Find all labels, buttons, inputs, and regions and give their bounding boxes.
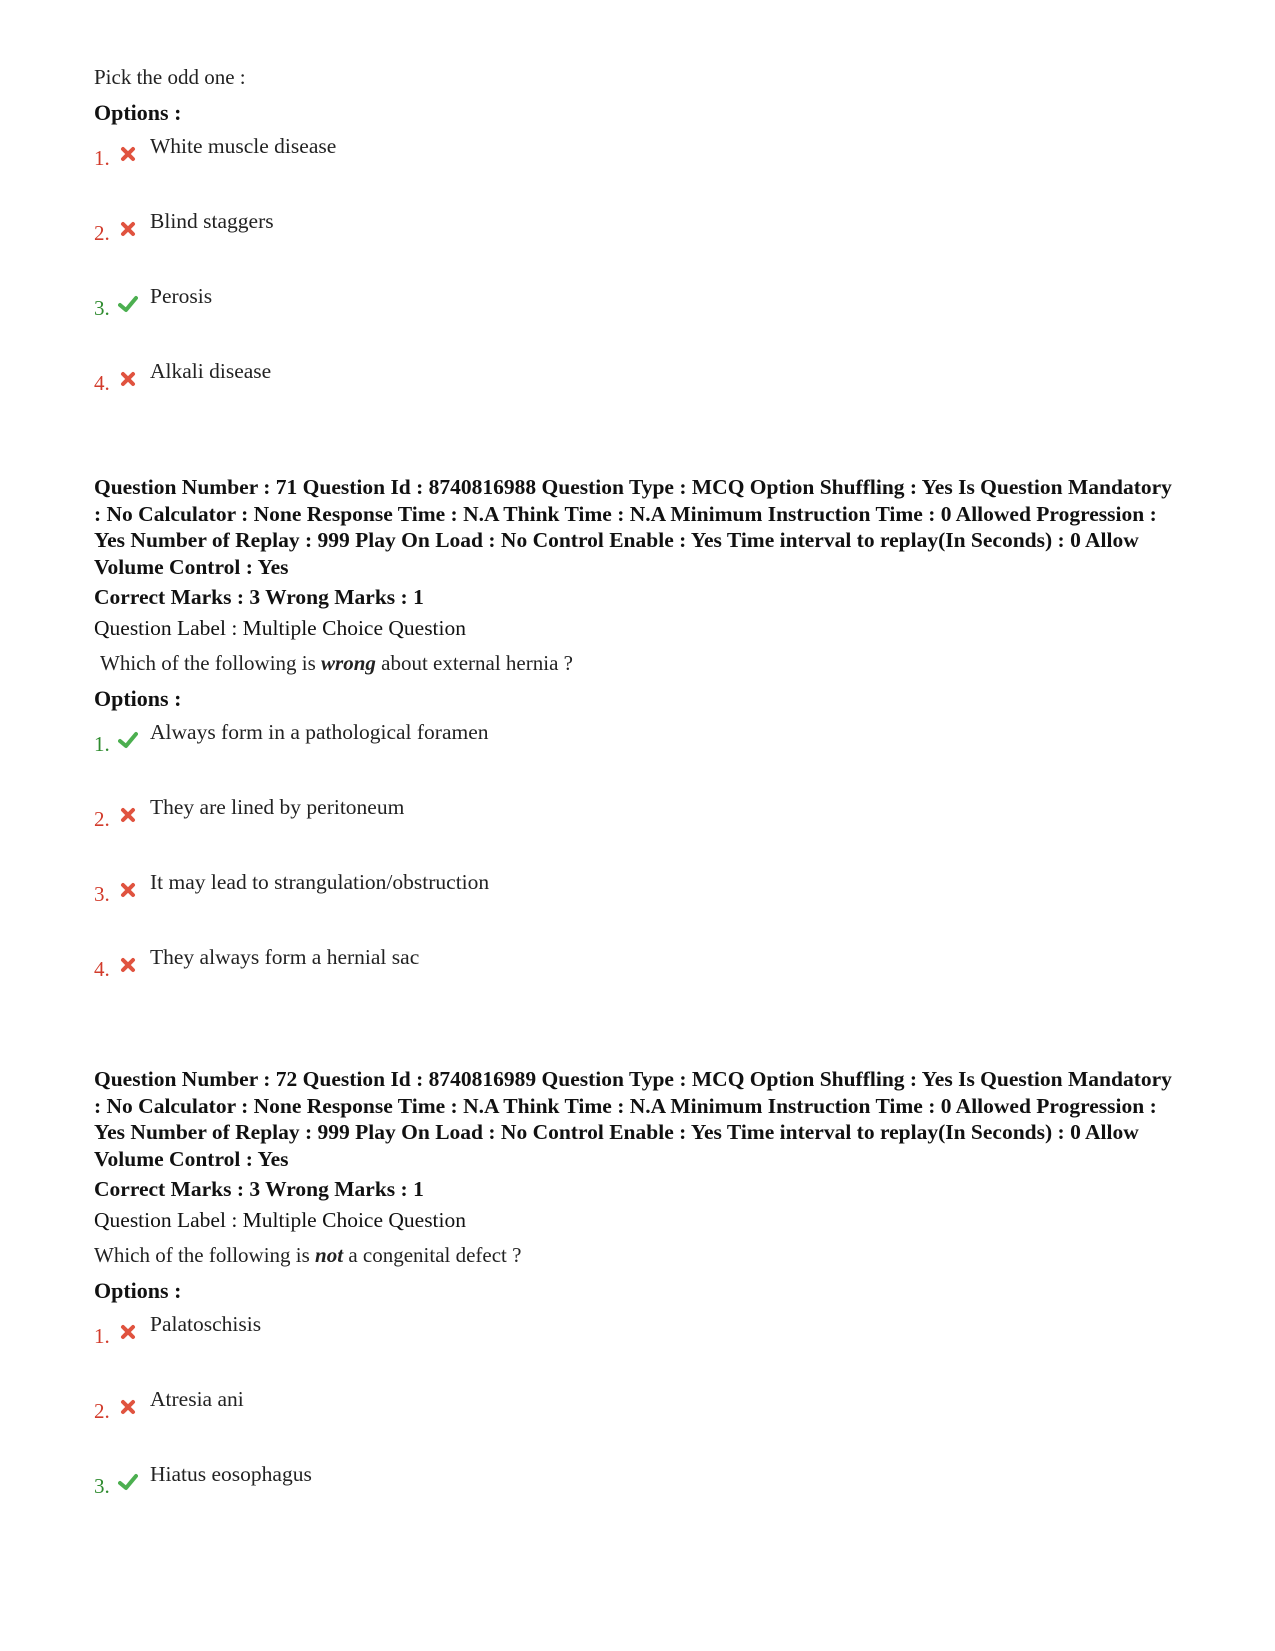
option-item bbox=[94, 943, 1184, 1018]
option-number: 3. bbox=[94, 882, 110, 906]
cross-icon bbox=[118, 1397, 138, 1417]
option-number: 1. bbox=[94, 732, 110, 756]
option-text: They are lined by peritoneum bbox=[150, 795, 405, 819]
option-text: They always form a hernial sac bbox=[150, 945, 420, 969]
option-text: Perosis bbox=[150, 284, 213, 308]
question-block bbox=[94, 474, 1184, 1018]
question-label: Question Label : Multiple Choice Question bbox=[94, 1208, 467, 1232]
option-number: 1. bbox=[94, 1324, 110, 1348]
question-text-part: Which of the following is bbox=[94, 1243, 316, 1267]
option-item bbox=[94, 282, 1184, 357]
option-number: 3. bbox=[94, 296, 110, 320]
cross-icon bbox=[118, 955, 138, 975]
checkmark-icon bbox=[118, 1472, 138, 1492]
option-item bbox=[94, 1460, 1184, 1535]
option-item bbox=[94, 1385, 1184, 1460]
option-item bbox=[94, 357, 1184, 432]
cross-icon bbox=[118, 805, 138, 825]
question-text bbox=[94, 1240, 1184, 1270]
question-text-emphasis: wrong bbox=[321, 651, 376, 675]
option-item bbox=[94, 793, 1184, 868]
option-text: Palatoschisis bbox=[150, 1312, 262, 1336]
option-item bbox=[94, 1310, 1184, 1385]
question-metadata: Question Number : 71 Question Id : 8740816988 Question Type : MCQ Option Shuffling : Yes Is Question Mandatory : No Calculator : None Response Time : N.A Think Time : N.A Minimum Instruction Time : 0 Allowed Progression : Yes Number of Replay : 999 Play On Load : No Control Enable : Yes Time interval to replay(In Seconds) : 0 Allow Volume Control : Yes bbox=[94, 475, 1172, 579]
question-label: Question Label : Multiple Choice Question bbox=[94, 616, 467, 640]
question-metadata: Question Number : 72 Question Id : 8740816989 Question Type : MCQ Option Shuffling : Yes Is Question Mandatory : No Calculator : None Response Time : N.A Think Time : N.A Minimum Instruction Time : 0 Allowed Progression : Yes Number of Replay : 999 Play On Load : No Control Enable : Yes Time interval to replay(In Seconds) : 0 Allow Volume Control : Yes bbox=[94, 1067, 1172, 1171]
cross-icon bbox=[118, 1322, 138, 1342]
option-text: Atresia ani bbox=[150, 1387, 244, 1411]
option-number: 2. bbox=[94, 221, 110, 245]
question-text bbox=[94, 648, 1184, 678]
question-block bbox=[94, 62, 1184, 432]
cross-icon bbox=[118, 144, 138, 164]
option-number: 4. bbox=[94, 957, 110, 981]
options-heading: Options : bbox=[94, 100, 182, 125]
checkmark-icon bbox=[118, 730, 138, 750]
option-text: Blind staggers bbox=[150, 209, 274, 233]
option-number: 1. bbox=[94, 146, 110, 170]
option-item bbox=[94, 868, 1184, 943]
option-item bbox=[94, 132, 1184, 207]
option-item bbox=[94, 207, 1184, 282]
cross-icon bbox=[118, 219, 138, 239]
option-text: It may lead to strangulation/obstruction bbox=[150, 870, 490, 894]
option-number: 2. bbox=[94, 807, 110, 831]
options-heading: Options : bbox=[94, 1278, 182, 1303]
option-item bbox=[94, 718, 1184, 793]
cross-icon bbox=[118, 880, 138, 900]
question-text-part: about external hernia ? bbox=[375, 651, 573, 675]
options-heading: Options : bbox=[94, 686, 182, 711]
option-number: 2. bbox=[94, 1399, 110, 1423]
question-marks: Correct Marks : 3 Wrong Marks : 1 bbox=[94, 1177, 424, 1201]
question-text-part: a congenital defect ? bbox=[343, 1243, 522, 1267]
question-marks: Correct Marks : 3 Wrong Marks : 1 bbox=[94, 585, 424, 609]
option-text: White muscle disease bbox=[150, 134, 337, 158]
checkmark-icon bbox=[118, 294, 138, 314]
option-text: Alkali disease bbox=[150, 359, 272, 383]
question-text-part: Which of the following is bbox=[100, 651, 322, 675]
option-text: Always form in a pathological foramen bbox=[150, 720, 489, 744]
option-number: 3. bbox=[94, 1474, 110, 1498]
question-block bbox=[94, 1066, 1184, 1535]
option-number: 4. bbox=[94, 371, 110, 395]
option-text: Hiatus eosophagus bbox=[150, 1462, 312, 1486]
cross-icon bbox=[118, 369, 138, 389]
question-text-emphasis: not bbox=[315, 1243, 344, 1267]
question-text: Pick the odd one : bbox=[94, 65, 246, 89]
